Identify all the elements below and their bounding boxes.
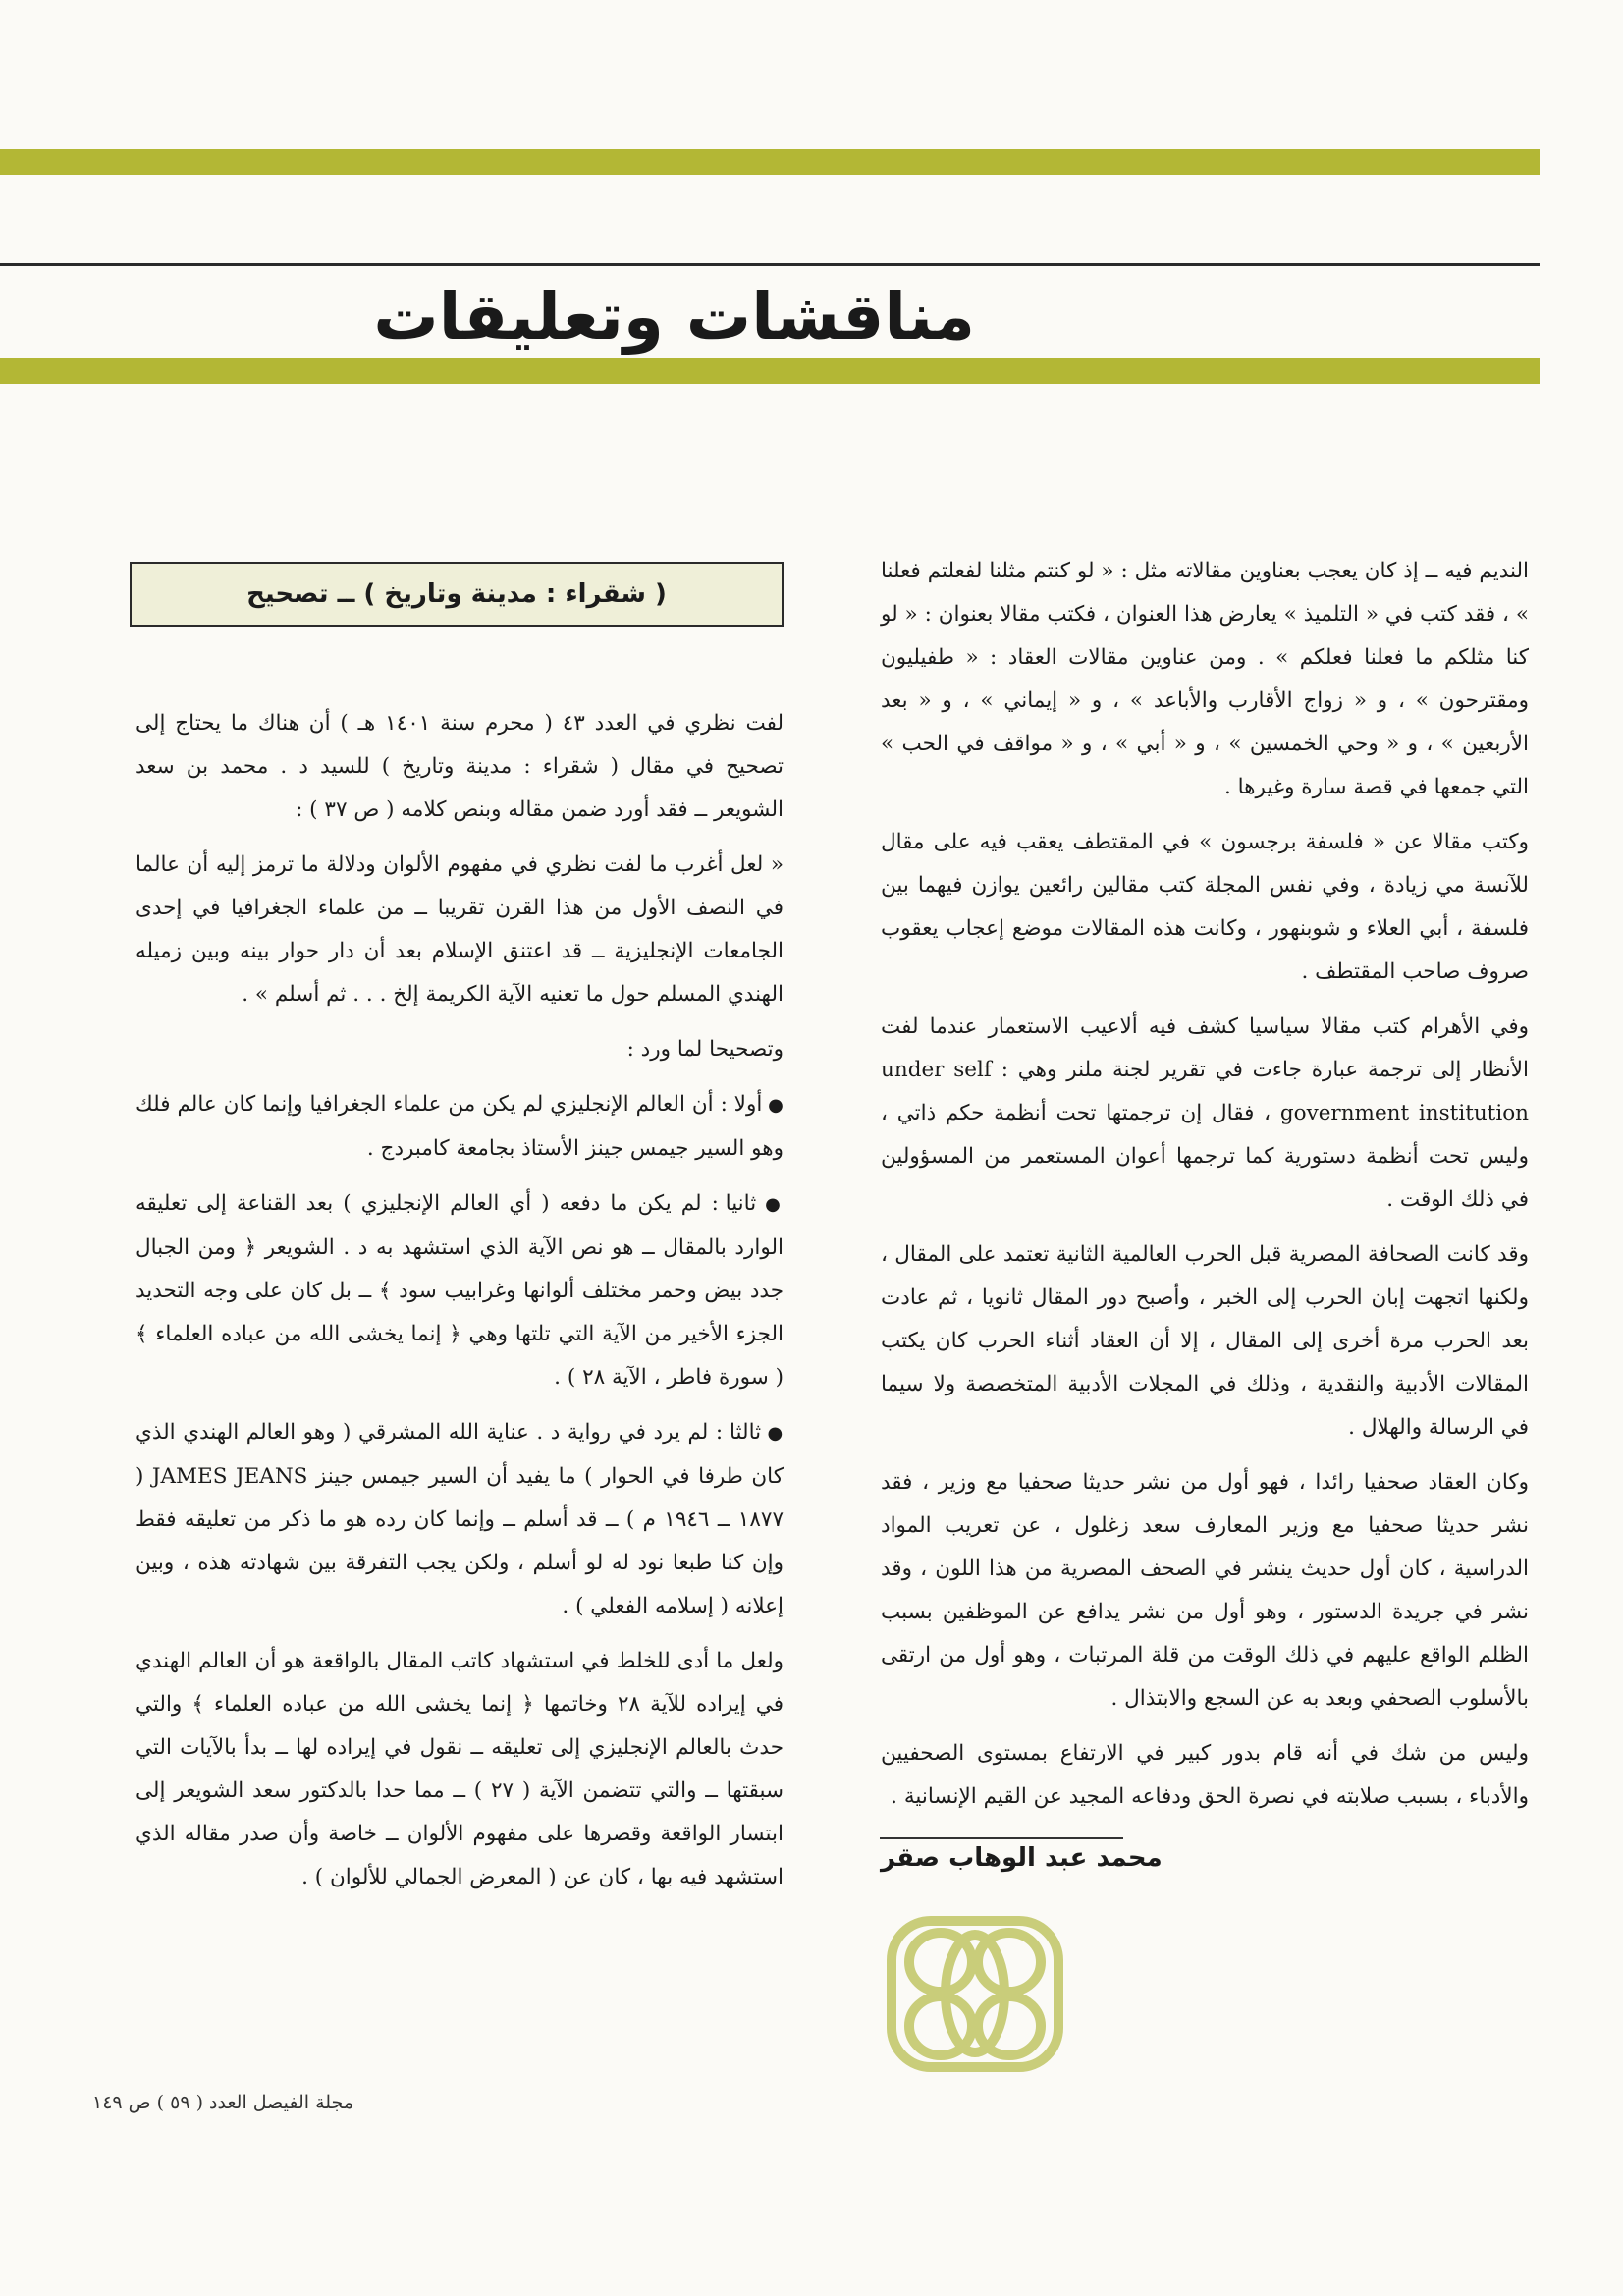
bottom-color-band [0, 358, 1540, 384]
left-column [135, 702, 784, 1911]
paragraph: وكان العقاد صحفيا رائدا ، فهو أول من نشر حديثا صحفيا مع وزير ، فقد نشر حديثا صحفيا مع وزير المعارف سعد زغلول ، عن تعريب المواد الدراسية ، كان أول حديث ينشر في الصحف المصرية من هذا اللون ، وقد نشر في جريدة الدستور ، وهو أول من نشر يدافع عن الموظفين بسبب الظلم الواقع عليهم في ذلك الوقت من قلة المرتبات ، وهو أول من ارتقى بالأسلوب الصحفي وبعد به عن السجع والابتذال . [881, 1470, 1529, 1711]
paragraph: وليس من شك في أنه قام بدور كبير في الارتفاع بمستوى الصحفيين والأدباء ، بسبب صلابته في نصرة الحق ودفاعه المجيد عن القيم الإنسانية . [881, 1741, 1529, 1809]
closing-paragraph: ولعل ما أدى للخلط في استشهاد كاتب المقال بالواقعة هو أن العالم الهندي في إيراده للآية ٢٨ وخاتمها ﴿ إنما يخشى الله من عباده العلماء ﴾ والتي حدث بالعالم الإنجليزي إلى تعليقه ــ نقول في إيراده لها ــ بدأ بالآيات التي سبقتها ــ والتي تتضمن الآية ( ٢٧ ) ــ مما حدا بالدكتور سعد الشويعر إلى ابتسار الواقعة وقصرها على مفهوم الألوان ــ خاصة وأن صدر مقاله الذي استشهد فيه بها ، كان عن ( المعرض الجمالي للألوان ) . [135, 1649, 784, 1889]
title-rule [0, 263, 1540, 266]
faisal-emblem-icon [882, 1913, 1068, 2075]
paragraph: وقد كانت الصحافة المصرية قبل الحرب العالمية الثانية تعتمد على المقال ، ولكنها اتجهت إبان الحرب إلى الخبر ، وأصبح دور المقال ثانويا ، ثم عادت بعد الحرب مرة أخرى إلى المقال ، إلا أن العقاد أثناء الحرب كان يكتب المقالات الأدبية والنقدية ، وذلك في المجلات الأدبية المتخصصة ولا سيما في الرسالة والهلال . [881, 1242, 1529, 1440]
section-title: مناقشات وتعليقات [353, 273, 995, 367]
signature-underline [880, 1837, 1123, 1839]
top-color-band [0, 149, 1540, 175]
correction-intro: وتصحيحا لما ورد : [626, 1037, 784, 1062]
paragraph: وفي الأهرام كتب مقالا سياسيا كشف فيه ألاعيب الاستعمار عندما لفت الأنظار إلى ترجمة عبارة جاءت في تقرير لجنة ملنر وهي : under self government institution ، فقال إن ترجمتها تحت أنظمة حكم ذاتي ، وليس تحت أنظمة دستورية كما ترجمها أعوان المستعمر من المسؤولين في ذلك الوقت . [881, 1014, 1529, 1212]
right-column [881, 550, 1529, 1880]
paragraph: وكتب مقالا عن « فلسفة برجسون » في المقتطف يعقب فيه على مقال للآنسة مي زيادة ، وفي نفس المجلة كتب مقالين رائعين يوازن فيهما بين فلسفة ، أبي العلاء و شوبنهور ، وكانت هذه المقالات موضع إعجاب يعقوب صروف صاحب المقتطف . [881, 830, 1529, 984]
page-footer: مجلة الفيصل العدد ( ٥٩ ) ص ١٤٩ [92, 2092, 353, 2113]
point-third: ● ثالثا : لم يرد في رواية د . عناية الله المشرقي ( وهو العالم الهندي الذي كان طرفا في الحوار ) ما يفيد أن السير جيمس جينز JAMES JEANS ( ١٨٧٧ ــ ١٩٤٦ م ) ــ قد أسلم ــ وإنما كان رده هو ما ذكر من تعليقه فقط وإن كنا طبعا نود له لو أسلم ، ولكن يجب التفرقة بين شهادته هذه ، وبين إعلانه ( إسلامه الفعلي ) . [135, 1411, 784, 1628]
paragraph: النديم فيه ــ إذ كان يعجب بعناوين مقالاته مثل : « لو كنتم مثلنا لفعلتم فعلنا » ، فقد كتب في « التلميذ » يعارض هذا العنوان ، فكتب مقالا بعنوان : « لو كنا مثلكم ما فعلنا فعلكم » . ومن عناوين مقالات العقاد : « طفيليون ومقترحون » ، و « زواج الأقارب والأباعد » ، و « إيماني » ، و « بعد الأربعين » ، و « وحي الخمسين » ، و « أبي » ، و « مواقف في الحب » التي جمعها في قصة سارة وغيرها . [881, 559, 1529, 799]
page-title [353, 273, 995, 367]
quote-paragraph: « لعل أغرب ما لفت نظري في مفهوم الألوان ودلالة ما ترمز إليه أن عالما في النصف الأول من هذا القرن تقريبا ــ من علماء الجغرافيا في إحدى الجامعات الإنجليزية ــ قد اعتنق الإسلام بعد أن دار حوار بينه وبين زميله الهندي المسلم حول ما تعنيه الآية الكريمة إلخ . . . ثم أسلم » . [135, 852, 784, 1007]
author-signature: محمد عبد الوهاب صقر [881, 1843, 1163, 1873]
point-second: ● ثانيا : لم يكن ما دفعه ( أي العالم الإنجليزي ) بعد القناعة إلى تعليقه الوارد بالمقال ــ هو نص الآية الذي استشهد به د . الشويعر ﴿ ومن الجبال جدد بيض وحمر مختلف ألوانها وغرابيب سود ﴾ ــ بل كان على وجه التحديد الجزء الأخير من الآية التي تلتها وهي ﴿ إنما يخشى الله من عباده العلماء ﴾ ( سورة فاطر ، الآية ٢٨ ) . [135, 1182, 784, 1399]
point-first: ● أولا : أن العالم الإنجليزي لم يكن من علماء الجغرافيا وإنما كان عالم فلك وهو السير جيمس جينز الأستاذ بجامعة كامبردج . [135, 1083, 784, 1171]
intro-paragraph: لفت نظري في العدد ٤٣ ( محرم سنة ١٤٠١ هـ ) أن هناك ما يحتاج إلى تصحيح في مقال ( شقراء : مدينة وتاريخ ) للسيد د . محمد بن سعد الشويعر ــ فقد أورد ضمن مقاله وبنص كلامه ( ص ٣٧ ) : [135, 711, 784, 822]
article-box-title: ( شقراء : مدينة وتاريخ ) ــ تصحيح [130, 562, 784, 627]
